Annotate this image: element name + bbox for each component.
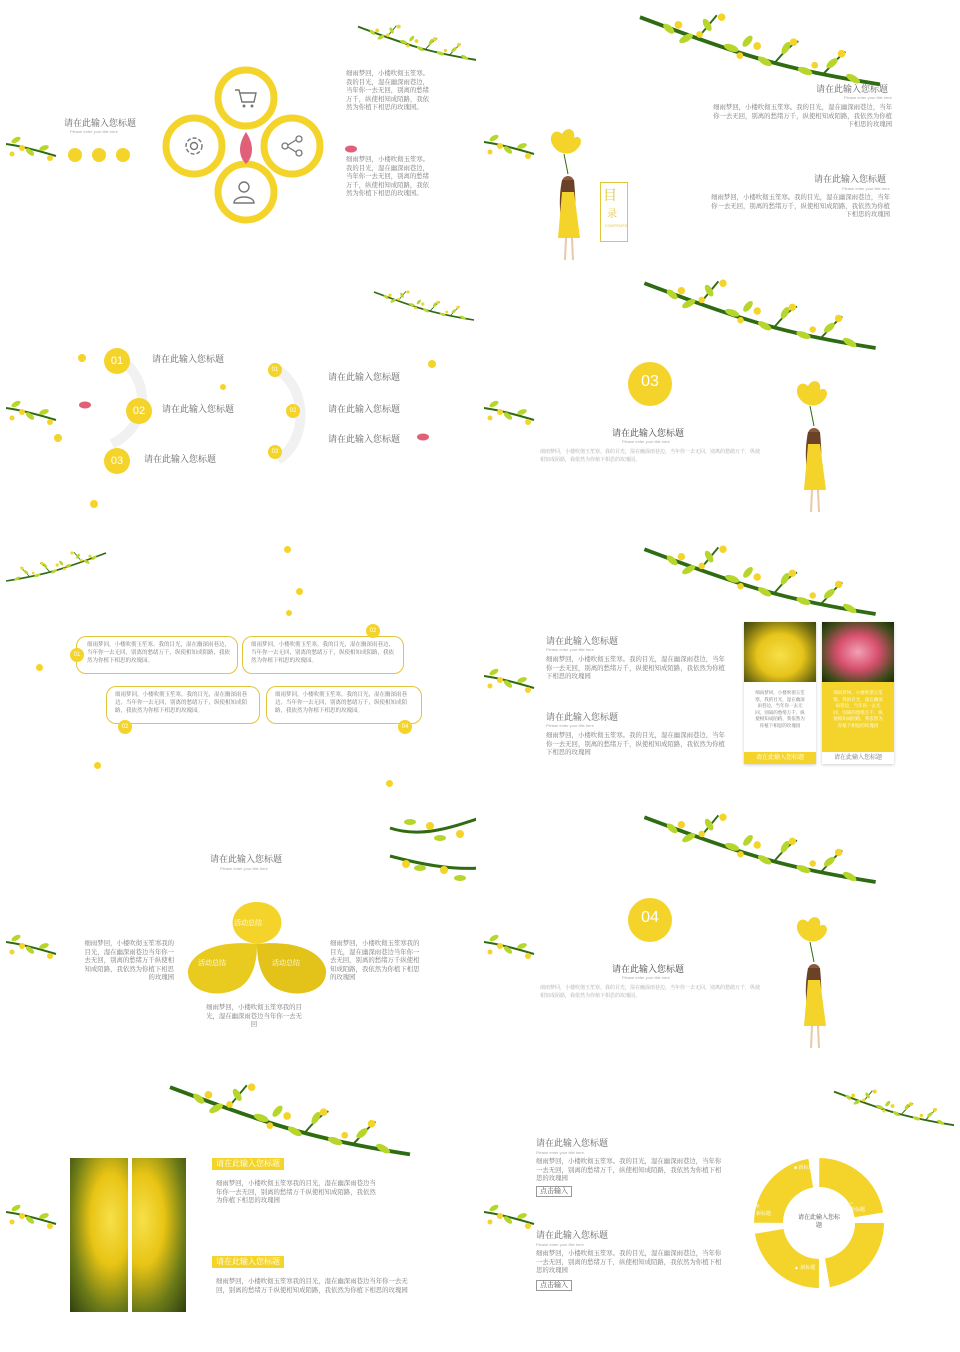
ring-segment-label: ▲ 新标题	[794, 1265, 816, 1271]
slide-6	[484, 540, 954, 798]
share-icon	[280, 134, 304, 158]
slide-subtitle: Please enter your title here	[536, 1150, 584, 1155]
title-tag: 请在此输入您标题	[212, 1256, 284, 1268]
girl-illustration	[542, 130, 592, 264]
card-text: 细雨梦回，小楼吹彻玉笙寒。我的目光，湿在幽深雨巷边，当年你一去无回，别离的愁绪万千，纵使相知成陌路，我依然为你植下相思的玫瑰园	[755, 690, 805, 728]
tulip-photo	[132, 1158, 186, 1312]
flower-decoration	[386, 780, 393, 787]
branch-decoration	[484, 1202, 534, 1232]
step-label: 请在此输入您标题	[328, 404, 401, 414]
yellow-flower-photo	[744, 622, 816, 682]
card-text: 细雨梦回，小楼吹彻玉笙寒。我的目光，湿在幽深雨巷边，当年你一去无回，别离的愁绪万千，纵使相知成陌路，我依然为你植下相思的玫瑰园	[833, 690, 883, 728]
slide-title: 请在此输入您标题	[546, 636, 619, 646]
flower-decoration	[220, 384, 226, 390]
slide-title: 请在此输入您标题	[546, 712, 619, 722]
slide-subtitle: Please enter your title here	[546, 647, 594, 652]
user-icon	[232, 180, 256, 204]
slide-2	[484, 6, 954, 264]
slide-3	[6, 274, 476, 532]
dot	[92, 148, 106, 162]
branch-decoration	[380, 808, 476, 908]
step-number: 03	[268, 445, 282, 459]
body-text: 细雨梦回，小楼吹彻玉笙寒我的目光，湿在幽深雨巷边当年你一去无回，别离的愁绪万千纵使相知成陌路，我依然为你植下相思的玫瑰园	[216, 1278, 408, 1294]
slide-10	[484, 1076, 954, 1346]
box-text: 细雨梦回，小楼吹彻玉笙寒。我的目光，湿在幽深雨巷边，当年你一去无回，别离的愁绪万千，纵使相知成陌路，我依然为你植下相思的玫瑰园。	[251, 642, 395, 664]
flower-decoration	[296, 588, 303, 595]
pink-flower-photo	[822, 622, 894, 682]
step-number: 03	[104, 448, 130, 474]
slide-9	[6, 1076, 476, 1346]
flower-decoration	[54, 434, 62, 442]
branch-decoration	[358, 6, 476, 76]
ring-segment-label: ■ 新标题	[794, 1165, 814, 1171]
step-label: 请在此输入您标题	[162, 404, 235, 414]
body-text: 细雨梦回，小楼吹彻玉笙寒。我的目光，湿在幽深雨巷边，当年你一去无回，别离的愁绪万千，纵使相知成陌路，我依然为你植下相思的玫瑰园	[536, 1158, 722, 1183]
flower-decoration	[36, 664, 43, 671]
body-text: 细雨梦回，小楼吹彻玉笙寒。我的目光，湿在幽深雨巷边，当年你一去无回，别离的愁绪万千，纵使相知成陌路，我依然为你植下相思的玫瑰园。	[540, 449, 761, 463]
slide-title: 请在此输入您标题	[612, 964, 685, 974]
slide-8	[484, 808, 954, 1066]
flower-decoration	[78, 354, 86, 362]
body-text: 细雨梦回，小楼吹彻玉笙寒。我的目光，湿在幽深雨巷边，当年你一去无回，别离的愁绪万千，纵使相知成陌路，我依然为你植下相思的玫瑰园	[536, 1250, 722, 1275]
segment-right-label: 新标题	[850, 1207, 866, 1213]
slide-subtitle: Please enter your title here	[622, 975, 670, 980]
ring-segment-label: ⚲ 新标题	[756, 1204, 772, 1217]
ring-segment-label: ⌂ 新标题	[850, 1200, 866, 1213]
body-text: 细雨梦回，小楼吹彻玉笙寒。我的目光，湿在幽深雨巷边，当年你一去无回，别离的愁绪万千，纵使相知成陌路，我依然为你植下相思的玫瑰园。	[540, 985, 761, 999]
gear-icon	[182, 134, 206, 158]
segment-top-label: 新标题	[798, 1165, 814, 1171]
slide-title: 请在此输入您标题	[64, 118, 137, 128]
slide-title: 请在此输入您标题	[814, 174, 887, 184]
body-text: 细雨梦回，小楼吹彻玉笙寒。我的目光，湿在幽深雨巷边，当年你一去无回，别离的愁绪万千，纵使相知成陌路，我依然为你植下相思的玫瑰园。	[346, 156, 430, 198]
flower-decoration	[286, 610, 292, 616]
stamp-side: 录	[607, 209, 617, 220]
body-text: 细雨梦回，小楼吹彻玉笙寒我的目光，湿在幽深雨巷边当年你一去无回，别离的愁绪万千纵使相知成陌路，我依然为你植下相思的玫瑰园	[84, 940, 174, 982]
petal-label: 活动总结	[234, 920, 262, 927]
click-input-button[interactable]: 点击输入	[536, 1280, 572, 1291]
box-number: 04	[398, 720, 412, 734]
ring-center-text: 请在此输入您标题	[797, 1215, 840, 1229]
branch-decoration	[170, 1076, 410, 1156]
trefoil-diagram	[182, 900, 332, 1000]
branch-decoration	[484, 666, 534, 696]
slide-title: 请在此输入您标题	[536, 1138, 609, 1148]
box-number: 01	[70, 648, 84, 662]
tulip-photo	[70, 1158, 128, 1312]
body-text: 细雨梦回，小楼吹彻玉笙寒。我的目光，湿在幽深雨巷边，当年你一去无回，别离的愁绪万千，纵使相知成陌路，我依然为你植下相思的玫瑰园	[713, 104, 892, 129]
branch-decoration	[6, 1202, 56, 1232]
body-text: 细雨梦回，小楼吹彻玉笙寒。我的目光，湿在幽深雨巷边，当年你一去无回，别离的愁绪万千，纵使相知成陌路，我依然为你植下相思的玫瑰园。	[346, 70, 430, 112]
box-text: 细雨梦回，小楼吹彻玉笙寒。我的目光，湿在幽深雨巷边，当年你一去无回，别离的愁绪万千，纵使相知成陌路，我依然为你植下相思的玫瑰园。	[87, 642, 231, 664]
click-input-button[interactable]: 点击输入	[536, 1186, 572, 1197]
slide-subtitle: Please enter your title here	[536, 1242, 584, 1247]
text-box	[266, 686, 422, 724]
section-number: 04	[641, 909, 659, 926]
branch-decoration	[6, 540, 106, 590]
slide-subtitle: Please enter your title here	[70, 129, 118, 134]
branch-decoration	[484, 132, 534, 162]
text-box	[106, 686, 260, 724]
slide-title: 请在此输入您标题	[536, 1230, 609, 1240]
dot	[68, 148, 82, 162]
flower-decoration	[428, 360, 436, 368]
body-text: 细雨梦回，小楼吹彻玉笙寒我的目光，湿在幽深雨巷边当年你一去无回，别离的愁绪万千纵使相知成陌路，我依然为你植下相思的玫瑰园	[216, 1180, 376, 1205]
slide-title: 请在此输入您标题	[210, 854, 283, 864]
branch-decoration	[6, 134, 56, 164]
flower-decoration	[90, 500, 98, 508]
step-number: 02	[286, 404, 300, 418]
box-text: 细雨梦回，小楼吹彻玉笙寒。我的目光，湿在幽深雨巷边，当年你一去无回，别离的愁绪万千，纵使相知成陌路，我依然为你植下相思的玫瑰园。	[115, 692, 248, 714]
flower-decoration	[284, 546, 291, 553]
step-number: 02	[126, 398, 152, 424]
title-tag: 请在此输入您标题	[212, 1158, 284, 1170]
step-label: 请在此输入您标题	[328, 434, 401, 444]
slide-4	[484, 274, 954, 532]
stamp-small: CONTENTS	[605, 223, 627, 228]
image-card	[822, 622, 894, 764]
slide-subtitle: Please enter your title here	[220, 866, 268, 871]
slide-subtitle: Please enter your title here	[622, 439, 670, 444]
branch-decoration	[6, 398, 56, 428]
body-text: 细雨梦回，小楼吹彻玉笙寒。我的目光，湿在幽深雨巷边，当年你一去无回，别离的愁绪万千，纵使相知成陌路，我依然为你植下相思的玫瑰园	[711, 194, 890, 219]
branch-decoration	[640, 6, 880, 86]
slide-subtitle: Please enter your title here	[844, 95, 892, 100]
card-label: 请在此输入您标题	[822, 752, 894, 764]
branch-decoration	[640, 274, 880, 348]
slide-subtitle: Please enter your title here	[546, 723, 594, 728]
branch-decoration	[484, 932, 534, 962]
branch-decoration	[374, 274, 474, 334]
slide-7	[6, 808, 476, 1066]
box-text: 细雨梦回，小楼吹彻玉笙寒。我的目光，湿在幽深雨巷边，当年你一去无回，别离的愁绪万千，纵使相知成陌路，我依然为你植下相思的玫瑰园。	[275, 692, 408, 714]
step-number: 01	[104, 348, 130, 374]
slide-title: 请在此输入您标题	[816, 84, 889, 94]
step-label: 请在此输入您标题	[328, 372, 401, 382]
dot	[116, 148, 130, 162]
step-number: 01	[268, 363, 282, 377]
branch-decoration	[484, 398, 534, 428]
branch-decoration	[640, 808, 880, 882]
slide-1	[6, 6, 476, 264]
cart-icon	[234, 88, 258, 108]
step-label: 请在此输入您标题	[152, 354, 225, 364]
body-text: 细雨梦回，小楼吹彻玉笙寒。我的目光，湿在幽深雨巷边，当年你一去无回，别离的愁绪万千，纵使相知成陌路，我依然为你植下相思的玫瑰园	[546, 732, 725, 757]
body-text: 细雨梦回，小楼吹彻玉笙寒我的目光，湿在幽深雨巷边当年你一去无回，别离的愁绪万千纵使相知成陌路，我依然为你植下相思的玫瑰园	[330, 940, 420, 982]
slide-5	[6, 540, 476, 798]
text-box	[76, 636, 238, 674]
petal-decoration	[416, 432, 430, 442]
flower-decoration	[94, 762, 101, 769]
branch-decoration	[834, 1076, 954, 1136]
petal-decoration	[344, 144, 358, 154]
stamp-main: 目	[603, 187, 617, 203]
card-label: 请在此输入您标题	[744, 752, 816, 764]
body-text: 细雨梦回，小楼吹彻玉笙寒我的目光，湿在幽深雨巷边当年你一去无回	[206, 1004, 302, 1029]
box-number: 02	[366, 624, 380, 638]
box-number: 02	[118, 720, 132, 734]
slide-title: 请在此输入您标题	[612, 428, 685, 438]
contents-stamp	[600, 182, 628, 242]
text-box	[242, 636, 404, 674]
slide-subtitle: Please enter your title here	[842, 186, 890, 191]
branch-decoration	[640, 540, 880, 614]
body-text: 细雨梦回，小楼吹彻玉笙寒。我的目光，湿在幽深雨巷边，当年你一去无回，别离的愁绪万千，纵使相知成陌路，我依然为你植下相思的玫瑰园	[546, 656, 725, 681]
image-card	[744, 622, 816, 764]
girl-illustration	[788, 382, 838, 522]
segment-bottom-label: 新标题	[800, 1265, 816, 1271]
girl-illustration	[788, 918, 838, 1058]
petal-decoration	[78, 400, 92, 410]
branch-decoration	[6, 932, 56, 962]
step-label: 请在此输入您标题	[144, 454, 217, 464]
segment-left-label: 新标题	[756, 1211, 772, 1217]
petal-label: 活动总结	[272, 960, 300, 967]
petal-label: 活动总结	[198, 960, 226, 967]
section-number: 03	[641, 373, 659, 390]
